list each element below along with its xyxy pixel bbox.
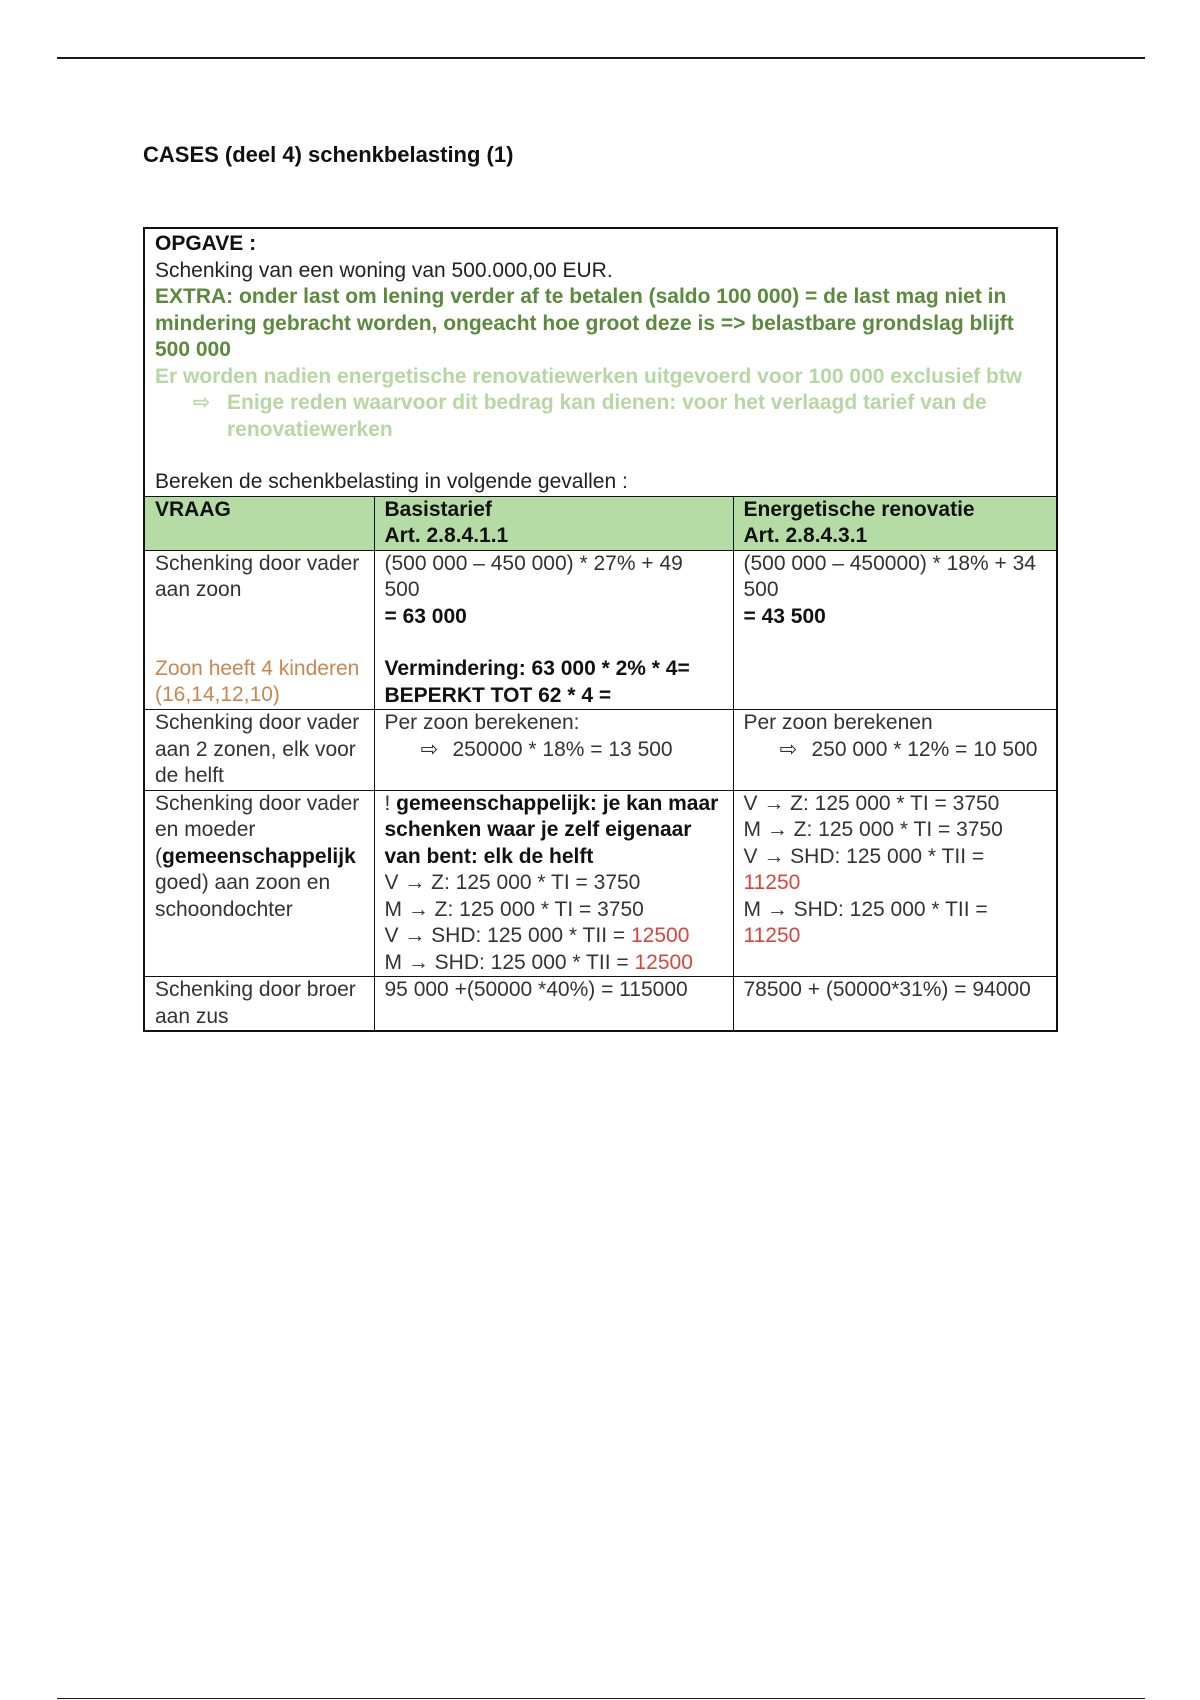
row3-energie-value: 11250 [743, 871, 801, 894]
table-row [145, 977, 1056, 1031]
header-energetisch-label: Energetische renovatie [743, 497, 975, 521]
header-basistarief [374, 496, 733, 550]
row3-energie-value: 11250 [743, 924, 801, 947]
renovatie-note: Er worden nadien energetische renovatiewerken uitgevoerd voor 100 000 exclusief btw [155, 364, 1023, 388]
row3-basis [374, 790, 733, 977]
arrow-icon: ⇨ [420, 737, 439, 761]
row1-vraag-note: Zoon heeft 4 kinderen (16,14,12,10) [155, 656, 360, 706]
row1-energie [733, 550, 1056, 710]
row1-basis-calc: (500 000 – 450 000) * 27% + 49 500 [384, 551, 683, 601]
row2-energie-intro: Per zoon berekenen [743, 711, 933, 734]
row2-vraag: Schenking door vader aan 2 zonen, elk voor de helft [145, 710, 374, 791]
opgave-section [145, 229, 1056, 496]
header-energetisch [733, 496, 1056, 550]
row3-basis-note-text: gemeenschappelijk: je kan maar schenken waar je zelf eigenaar van bent: elk de helft [384, 791, 719, 868]
row3-basis-excl: ! [384, 791, 397, 815]
row3-basis-line-text: V → SHD: 125 000 * TII = [384, 924, 631, 947]
assignment-box [143, 227, 1058, 1032]
row2-energie [733, 710, 1056, 791]
header-basistarief-art: Art. 2.8.4.1.1 [384, 524, 509, 547]
row3-basis-value: 12500 [634, 950, 693, 974]
row3-basis-line: M → Z: 125 000 * TI = 3750 [384, 897, 644, 921]
row3-basis-line-text: M → SHD: 125 000 * TII = [384, 950, 635, 974]
row1-energie-result: = 43 500 [743, 604, 826, 628]
header-vraag: VRAAG [145, 496, 374, 550]
table-row [145, 790, 1056, 977]
row1-basis [374, 550, 733, 710]
opgave-line: Schenking van een woning van 500.000,00 EUR. [155, 258, 613, 282]
row3-vraag [145, 790, 374, 977]
table-row [145, 550, 1056, 710]
row2-energie-item [744, 737, 1047, 764]
row1-vraag-text: Schenking door vader aan zoon [155, 551, 360, 601]
row2-basis-intro: Per zoon berekenen: [384, 711, 580, 734]
bereken-instruction: Bereken de schenkbelasting in volgende gevallen : [155, 470, 628, 493]
row3-energie-line [744, 844, 1047, 897]
row1-basis-vermindering: Vermindering: 63 000 * 2% * 4= BEPERKT TOT 62 * 4 = [384, 657, 690, 707]
footer-rule [57, 1698, 1145, 1699]
page-title: CASES (deel 4) schenkbelasting (1) [143, 142, 514, 167]
row3-basis-note [385, 791, 723, 871]
arrow-icon: ⇨ [779, 737, 798, 761]
row3-basis-line: V → Z: 125 000 * TI = 3750 [384, 871, 641, 894]
row3-energie-line-text: V → SHD: 125 000 * TII = [743, 844, 985, 868]
row3-basis-line [385, 950, 723, 977]
reden-text: Enige reden waarvoor dit bedrag kan dienen: voor het verlaagd tarief van de renovatiewerken [227, 391, 987, 441]
extra-note: EXTRA: onder last om lening verder af te betalen (saldo 100 000) = de last mag niet in mindering gebracht worden, ongeacht hoe groot deze is => belastbare grondslag blijft 500 000 [155, 285, 1014, 361]
reden-item [155, 390, 1046, 443]
row3-vraag-part: goed) aan zoon en schoondochter [155, 871, 331, 921]
row4-vraag: Schenking door broer aan zus [145, 977, 374, 1031]
row2-basis-item [385, 737, 723, 764]
row2-energie-calc: 250 000 * 12% = 10 500 [811, 737, 1038, 761]
header-basistarief-label: Basistarief [384, 497, 492, 521]
row4-energie: 78500 + (50000*31%) = 94000 [733, 977, 1056, 1031]
row1-basis-result: = 63 000 [384, 604, 467, 628]
row2-basis [374, 710, 733, 791]
header-energetisch-art: Art. 2.8.4.3.1 [743, 524, 868, 547]
row3-energie-line: V → Z: 125 000 * TI = 3750 [743, 791, 1000, 815]
header-rule [57, 57, 1145, 59]
row1-vraag [145, 550, 374, 710]
row3-energie [733, 790, 1056, 977]
row3-vraag-part: Schenking door vader en moeder ( [155, 791, 360, 868]
row3-energie-line: M → Z: 125 000 * TI = 3750 [743, 818, 1003, 841]
tax-table [145, 496, 1056, 1031]
row3-basis-line [385, 923, 723, 950]
row3-basis-value: 12500 [630, 924, 690, 947]
row4-basis: 95 000 +(50000 *40%) = 115000 [374, 977, 733, 1031]
row2-basis-calc: 250000 * 18% = 13 500 [452, 737, 673, 761]
arrow-icon: ⇨ [193, 391, 211, 414]
row1-energie-calc: (500 000 – 450000) * 18% + 34 500 [743, 551, 1036, 601]
table-row [145, 710, 1056, 791]
row3-energie-line-text: M → SHD: 125 000 * TII = [743, 897, 988, 921]
table-header-row [145, 496, 1056, 550]
opgave-heading: OPGAVE : [155, 232, 257, 255]
row3-vraag-bold: gemeenschappelijk [162, 844, 356, 868]
row3-energie-line [744, 897, 1047, 950]
